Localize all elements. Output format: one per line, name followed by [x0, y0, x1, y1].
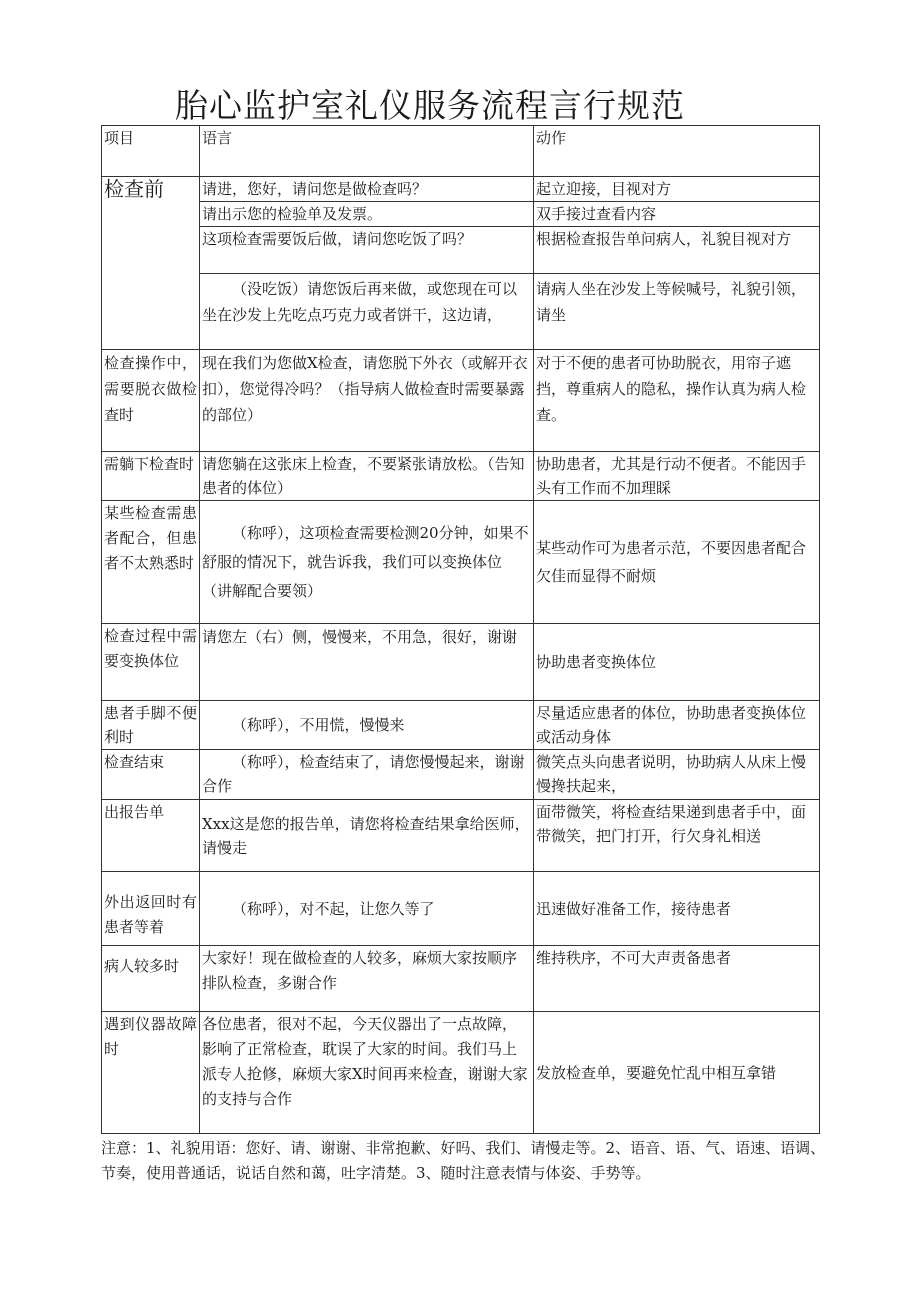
footnote: 注意：1、礼貌用语：您好、请、谢谢、非常抱歉、好吗、我们、请慢走等。2、语音、语、气、语速、语调、节奏，使用普通话，说话自然和蔼，吐字清楚。3、随时注意表情与体姿、手势等。 [101, 1139, 826, 1182]
language-cell: 请出示您的检验单及发票。 [200, 202, 534, 227]
table-row [102, 1012, 820, 1134]
action-cell: 双手接过查看内容 [534, 202, 820, 227]
language-cell: （称呼），对不起，让您久等了 [200, 872, 534, 946]
etiquette-table [101, 125, 820, 1134]
action-cell: 根据检查报告单问病人，礼貌目视对方 [534, 227, 820, 274]
item-cell: 检查操作中，需要脱衣做检查时 [102, 350, 200, 452]
item-cell: 检查结束 [102, 750, 200, 800]
language-cell: 各位患者，很对不起，今天仪器出了一点故障，影响了正常检查，耽误了大家的时间。我们马上派专人抢修，麻烦大家X时间再来检查，谢谢大家的支持与合作 [200, 1012, 534, 1134]
language-cell: 请您躺在这张床上检查，不要紧张请放松。（告知患者的体位） [200, 452, 534, 501]
table-header-row [102, 126, 820, 177]
language-cell: （称呼），不用慌，慢慢来 [200, 701, 534, 750]
action-cell: 面带微笑，将检查结果递到患者手中，面带微笑，把门打开，行欠身礼相送 [534, 800, 820, 872]
table-row [102, 452, 820, 501]
language-cell: Xxx这是您的报告单，请您将检查结果拿给医师，请慢走 [200, 800, 534, 872]
table-row [102, 227, 820, 274]
action-cell: 协助患者变换体位 [534, 624, 820, 701]
table-row [102, 800, 820, 872]
language-cell: 请您左（右）侧，慢慢来，不用急，很好，谢谢 [200, 624, 534, 701]
item-cell: 检查前 [102, 177, 200, 350]
language-cell: 这项检查需要饭后做，请问您吃饭了吗？ [200, 227, 534, 274]
header-item: 项目 [102, 126, 200, 177]
table-row [102, 701, 820, 750]
action-cell: 起立迎接，目视对方 [534, 177, 820, 202]
language-cell: （称呼），检查结束了，请您慢慢起来，谢谢合作 [200, 750, 534, 800]
page-title: 胎心监护室礼仪服务流程言行规范 [175, 86, 685, 125]
item-cell: 外出返回时有患者等着 [102, 872, 200, 946]
item-cell: 患者手脚不便利时 [102, 701, 200, 750]
language-cell: 请进，您好，请问您是做检查吗？ [200, 177, 534, 202]
action-cell: 微笑点头向患者说明，协助病人从床上慢慢搀扶起来， [534, 750, 820, 800]
action-cell: 迅速做好准备工作，接待患者 [534, 872, 820, 946]
table-row [102, 872, 820, 946]
action-cell: 请病人坐在沙发上等候喊号，礼貌引领，请坐 [534, 274, 820, 350]
table-row [102, 274, 820, 350]
language-cell: 大家好！现在做检查的人较多，麻烦大家按顺序排队检查，多谢合作 [200, 946, 534, 1012]
action-cell: 对于不便的患者可协助脱衣，用帘子遮挡，尊重病人的隐私，操作认真为病人检查。 [534, 350, 820, 452]
language-cell: （称呼），这项检查需要检测20分钟，如果不舒服的情况下，就告诉我，我们可以变换体位（讲解配合要领） [200, 501, 534, 624]
table-row [102, 750, 820, 800]
action-cell: 发放检查单，要避免忙乱中相互拿错 [534, 1012, 820, 1134]
item-cell: 需躺下检查时 [102, 452, 200, 501]
table-row [102, 624, 820, 701]
item-cell: 病人较多时 [102, 946, 200, 1012]
language-cell: （没吃饭）请您饭后再来做，或您现在可以坐在沙发上先吃点巧克力或者饼干，这边请， [200, 274, 534, 350]
table-row [102, 501, 820, 624]
header-language: 语言 [200, 126, 534, 177]
action-cell: 维持秩序，不可大声责备患者 [534, 946, 820, 1012]
header-action: 动作 [534, 126, 820, 177]
item-cell: 出报告单 [102, 800, 200, 872]
table-row [102, 202, 820, 227]
item-cell: 某些检查需患者配合，但患者不太熟悉时 [102, 501, 200, 624]
table-row [102, 177, 820, 202]
table-row [102, 350, 820, 452]
language-cell: 现在我们为您做X检查，请您脱下外衣（或解开衣扣），您觉得冷吗？（指导病人做检查时需要暴露的部位） [200, 350, 534, 452]
action-cell: 某些动作可为患者示范，不要因患者配合欠佳而显得不耐烦 [534, 501, 820, 624]
item-cell: 检查过程中需要变换体位 [102, 624, 200, 701]
table-row [102, 946, 820, 1012]
action-cell: 协助患者，尤其是行动不便者。不能因手头有工作而不加理睬 [534, 452, 820, 501]
item-cell: 遇到仪器故障时 [102, 1012, 200, 1134]
action-cell: 尽量适应患者的体位，协助患者变换体位或活动身体 [534, 701, 820, 750]
